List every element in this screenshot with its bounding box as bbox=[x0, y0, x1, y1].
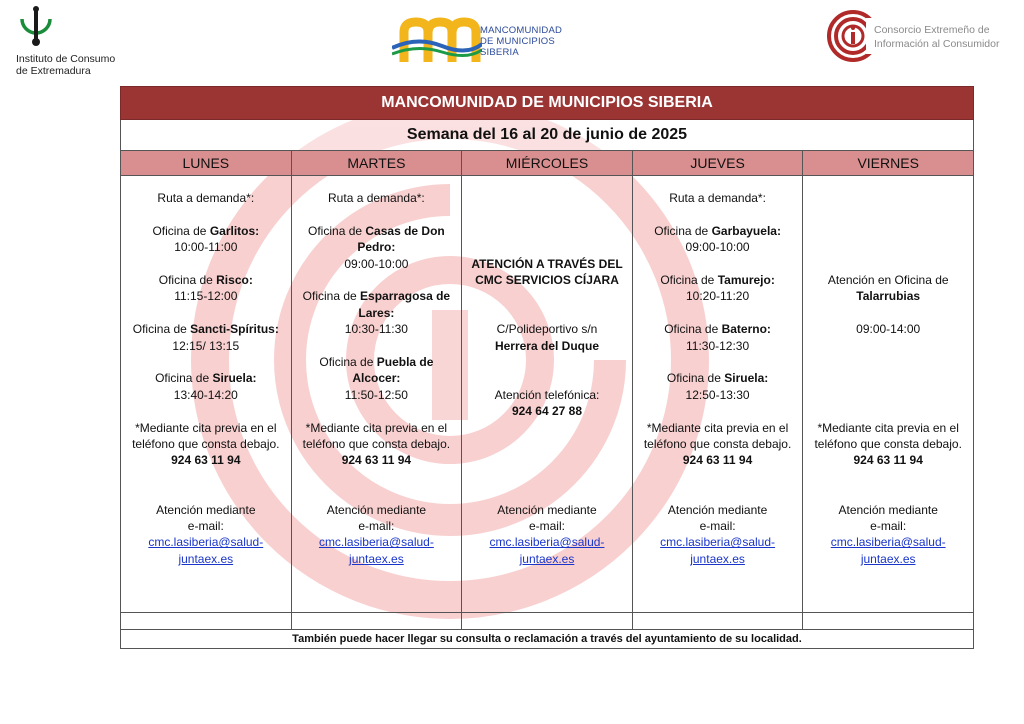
mancomunidad-name-line3: SIBERIA bbox=[480, 47, 519, 58]
wednesday-heading bbox=[466, 256, 628, 289]
thursday-cell bbox=[632, 176, 803, 613]
email-label: e-mail: bbox=[528, 518, 565, 533]
phone-value: 924 63 11 94 bbox=[682, 453, 753, 468]
appointment-note: teléfono que consta debajo. bbox=[814, 436, 962, 451]
tuesday-cell bbox=[291, 176, 462, 613]
office-prefix: Oficina de bbox=[654, 223, 712, 238]
office-puebla-de-alcocer bbox=[296, 354, 458, 387]
spacer-cell bbox=[121, 613, 292, 630]
email-part: juntaex.es bbox=[690, 551, 745, 566]
logo-consorcio bbox=[826, 8, 1016, 64]
office-time: 10:30-11:30 bbox=[344, 322, 408, 337]
spacer-cell bbox=[803, 613, 974, 630]
friday-town bbox=[807, 288, 969, 304]
consorcio-name-line1: Consorcio Extremeño de bbox=[874, 24, 990, 36]
office-name: Risco: bbox=[216, 273, 253, 287]
appointment-note: *Mediante cita previa en el bbox=[817, 420, 959, 435]
office-time: 12:50-13:30 bbox=[685, 387, 750, 402]
email-label: Atención mediante bbox=[156, 502, 256, 517]
email-part: juntaex.es bbox=[349, 551, 404, 566]
office-baterno bbox=[637, 321, 799, 337]
instituto-consumo-name-line1: Instituto de Consumo bbox=[16, 53, 116, 65]
email-part: cmc.lasiberia@salud- bbox=[318, 535, 434, 550]
monday-cell bbox=[121, 176, 292, 613]
office-siruela bbox=[637, 370, 799, 386]
wednesday-town bbox=[466, 338, 628, 354]
phone-value: 924 64 27 88 bbox=[511, 404, 583, 419]
email-link[interactable] bbox=[807, 534, 969, 567]
office-prefix: Oficina de bbox=[158, 273, 217, 287]
wednesday-cell bbox=[462, 176, 633, 613]
appointment-note: teléfono que consta debajo. bbox=[643, 437, 792, 452]
wednesday-phone bbox=[466, 403, 628, 419]
office-name: Pedro: bbox=[357, 240, 396, 255]
office-name: Esparragosa de bbox=[360, 289, 451, 304]
email-label: Atención mediante bbox=[326, 502, 427, 517]
office-prefix: Oficina de bbox=[660, 273, 718, 287]
office-time: 12:15/ 13:15 bbox=[172, 338, 240, 353]
office-time: 11:15-12:00 bbox=[174, 289, 238, 304]
phone-value: 924 63 11 94 bbox=[171, 453, 241, 468]
friday-time: 09:00-14:00 bbox=[856, 322, 921, 337]
email-part: cmc.lasiberia@salud- bbox=[148, 535, 264, 550]
spacer-cell bbox=[632, 613, 803, 630]
email-label: e-mail: bbox=[187, 519, 224, 534]
office-esparragosa-de-lares bbox=[296, 288, 458, 321]
week-range: Semana del 16 al 20 de junio de 2025 bbox=[120, 120, 974, 150]
office-name: Sancti-Spíritus: bbox=[190, 322, 279, 337]
office-tamurejo bbox=[637, 272, 799, 288]
office-time: 10:20-11:20 bbox=[685, 289, 750, 304]
office-time: 10:00-11:00 bbox=[174, 240, 238, 255]
office-prefix: Oficina de bbox=[132, 322, 191, 337]
office-prefix: Oficina de bbox=[666, 371, 725, 386]
office-prefix: Oficina de bbox=[155, 371, 213, 386]
logo-mancomunidad bbox=[392, 14, 592, 68]
office-risco bbox=[125, 272, 287, 288]
email-label: Atención mediante bbox=[667, 502, 768, 517]
office-prefix: Oficina de bbox=[152, 223, 210, 238]
header-friday: VIERNES bbox=[803, 151, 974, 176]
email-link[interactable] bbox=[125, 534, 287, 567]
wednesday-address: C/Polideportivo s/n bbox=[496, 322, 598, 337]
appointment-note: teléfono que consta debajo. bbox=[132, 437, 280, 452]
office-prefix: Oficina de bbox=[319, 355, 377, 370]
mancomunidad-name-line1: MANCOMUNIDAD bbox=[480, 25, 563, 36]
email-link[interactable] bbox=[637, 534, 799, 567]
office-garlitos bbox=[125, 223, 287, 239]
office-time: 11:30-12:30 bbox=[685, 338, 750, 353]
office-sancti-spiritus bbox=[125, 321, 287, 337]
appointment-note: *Mediante cita previa en el bbox=[135, 420, 277, 435]
instituto-consumo-name-line2: de Extremadura bbox=[16, 65, 91, 77]
spacer-cell bbox=[291, 613, 462, 630]
office-name: Garbayuela: bbox=[711, 223, 781, 238]
email-part: cmc.lasiberia@salud- bbox=[830, 535, 946, 550]
logo-instituto-consumo bbox=[16, 5, 136, 77]
header-wednesday: MIÉRCOLES bbox=[462, 151, 633, 176]
spacer-cell bbox=[462, 613, 633, 630]
office-name: Baterno: bbox=[721, 322, 771, 337]
heading-line: ATENCIÓN A TRAVÉS DEL bbox=[471, 256, 623, 271]
table-title: MANCOMUNIDAD DE MUNICIPIOS SIBERIA bbox=[120, 86, 974, 120]
office-time: 11:50-12:50 bbox=[344, 387, 408, 402]
office-name: Tamurejo: bbox=[717, 273, 775, 287]
email-part: cmc.lasiberia@salud- bbox=[660, 535, 776, 550]
town-name: Herrera del Duque bbox=[494, 338, 599, 353]
heading-line: CMC SERVICIOS CÍJARA bbox=[475, 272, 619, 287]
mancomunidad-name-line2: DE MUNICIPIOS bbox=[480, 36, 555, 47]
appointment-note: teléfono que consta debajo. bbox=[302, 437, 451, 452]
phone-value: 924 63 11 94 bbox=[341, 453, 412, 468]
email-part: cmc.lasiberia@salud- bbox=[489, 535, 605, 550]
mancomunidad-logo-icon bbox=[392, 14, 482, 68]
office-time: 09:00-10:00 bbox=[685, 240, 750, 255]
header-thursday: JUEVES bbox=[632, 151, 803, 176]
phone-number bbox=[807, 452, 969, 468]
friday-cell bbox=[803, 176, 974, 613]
office-prefix: Oficina de bbox=[302, 289, 361, 304]
office-time: 09:00-10:00 bbox=[344, 256, 409, 271]
email-label: e-mail: bbox=[870, 518, 907, 533]
office-casas-de-don-pedro bbox=[296, 223, 458, 256]
office-prefix: Oficina de bbox=[664, 322, 722, 337]
email-link[interactable] bbox=[466, 534, 628, 567]
email-link[interactable] bbox=[296, 534, 458, 567]
email-label: e-mail: bbox=[699, 519, 736, 534]
office-name: Siruela: bbox=[724, 371, 769, 386]
email-label: Atención mediante bbox=[497, 502, 597, 517]
office-name: Siruela: bbox=[212, 371, 257, 386]
email-part: juntaex.es bbox=[178, 551, 234, 566]
office-name: Casas de Don bbox=[365, 223, 445, 238]
office-garbayuela bbox=[637, 223, 799, 239]
header-tuesday: MARTES bbox=[291, 151, 462, 176]
footer-note: También puede hacer llegar su consulta o reclamación a través del ayuntamiento de su localidad. bbox=[121, 630, 974, 649]
town-name: Talarrubias bbox=[856, 289, 921, 304]
appointment-note: *Mediante cita previa en el bbox=[646, 420, 789, 435]
instituto-consumo-logo-icon bbox=[16, 5, 56, 53]
email-part: juntaex.es bbox=[860, 551, 916, 566]
office-prefix: Oficina de bbox=[308, 223, 366, 238]
appointment-note: *Mediante cita previa en el bbox=[305, 420, 448, 435]
phone-number bbox=[637, 452, 799, 468]
friday-attention: Atención en Oficina de bbox=[827, 272, 949, 287]
email-label: Atención mediante bbox=[838, 502, 938, 517]
office-name: Lares: bbox=[358, 305, 395, 320]
email-label: e-mail: bbox=[358, 519, 395, 534]
header-monday: LUNES bbox=[121, 151, 292, 176]
phone-number bbox=[125, 452, 287, 468]
phone-number bbox=[296, 452, 458, 468]
office-siruela bbox=[125, 370, 287, 386]
office-name: Garlitos: bbox=[209, 223, 260, 238]
email-part: juntaex.es bbox=[519, 551, 575, 566]
phone-value: 924 63 11 94 bbox=[853, 453, 923, 468]
office-time: 13:40-14:20 bbox=[173, 387, 238, 402]
wednesday-phone-label: Atención telefónica: bbox=[494, 387, 600, 402]
monday-route: Ruta a demanda*: bbox=[157, 191, 255, 205]
tuesday-route: Ruta a demanda*: bbox=[328, 191, 425, 205]
consorcio-name-line2: Información al Consumidor bbox=[874, 38, 1000, 50]
thursday-route: Ruta a demanda*: bbox=[669, 191, 766, 205]
schedule-table bbox=[120, 86, 974, 649]
office-name: Puebla de Alcocer: bbox=[352, 355, 434, 386]
